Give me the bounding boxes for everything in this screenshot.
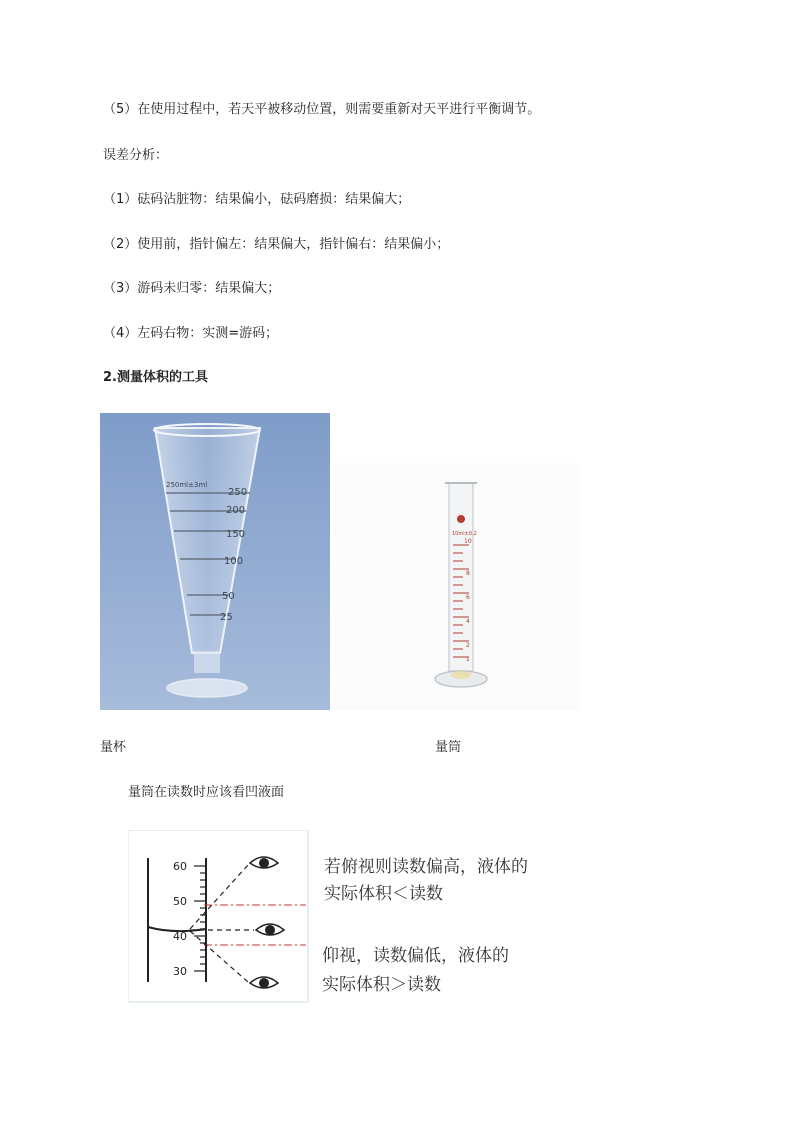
cylinder-mark-2: 2 bbox=[466, 642, 470, 649]
error-analysis-title: 误差分析： bbox=[103, 148, 169, 163]
diagram-tick-30: 30 bbox=[173, 965, 187, 978]
overhead-reading-text-1: 若俯视则读数偏高，液体的 bbox=[324, 857, 528, 877]
graduated-cylinder-caption: 量筒 bbox=[435, 740, 462, 755]
beaker-mark-50: 50 bbox=[222, 591, 235, 602]
beaker-mark-25: 25 bbox=[220, 612, 233, 623]
beaker-mark-100: 100 bbox=[224, 556, 244, 567]
measuring-cup-caption: 量杯 bbox=[100, 740, 127, 755]
cylinder-mark-6: 6 bbox=[466, 594, 470, 601]
beaker-mark-200: 200 bbox=[226, 505, 246, 516]
underneath-reading-text-1: 仰视，读数偏低，液体的 bbox=[322, 946, 509, 966]
diagram-tick-40: 40 bbox=[173, 930, 187, 943]
error-item-1: （1）砝码沾脏物：结果偏小，砝码磨损：结果偏大； bbox=[103, 192, 411, 207]
error-item-3: （3）游码未归零：结果偏大； bbox=[103, 281, 281, 296]
error-item-2: （2）使用前，指针偏左：结果偏大，指针偏右：结果偏小； bbox=[103, 237, 450, 252]
overhead-reading-text-2: 实际体积＜读数 bbox=[324, 884, 443, 904]
paragraph-balance-adjust: （5）在使用过程中，若天平被移动位置，则需要重新对天平进行平衡调节。 bbox=[103, 102, 541, 117]
meniscus-reading-diagram bbox=[128, 830, 568, 1005]
cylinder-mark-8: 8 bbox=[466, 570, 470, 577]
cylinder-top-label: 10ml±0.2 bbox=[452, 531, 477, 537]
measuring-cup-photo bbox=[100, 413, 330, 710]
beaker-top-label: 250ml±3ml bbox=[166, 481, 208, 489]
cylinder-mark-10: 10 bbox=[464, 538, 472, 545]
error-item-4: （4）左码右物：实测=游码； bbox=[103, 326, 279, 341]
diagram-tick-50: 50 bbox=[173, 895, 187, 908]
beaker-mark-250: 250 bbox=[228, 487, 248, 498]
diagram-tick-60: 60 bbox=[173, 860, 187, 873]
beaker-mark-150: 150 bbox=[226, 529, 246, 540]
reading-note: 量筒在读数时应该看凹液面 bbox=[128, 785, 285, 800]
cylinder-mark-4: 4 bbox=[466, 618, 470, 625]
section-heading-volume-tools: 2.测量体积的工具 bbox=[103, 370, 208, 385]
graduated-cylinder-photo bbox=[335, 463, 580, 710]
underneath-reading-text-2: 实际体积＞读数 bbox=[322, 975, 441, 995]
cylinder-mark-1: 1 bbox=[466, 656, 470, 663]
